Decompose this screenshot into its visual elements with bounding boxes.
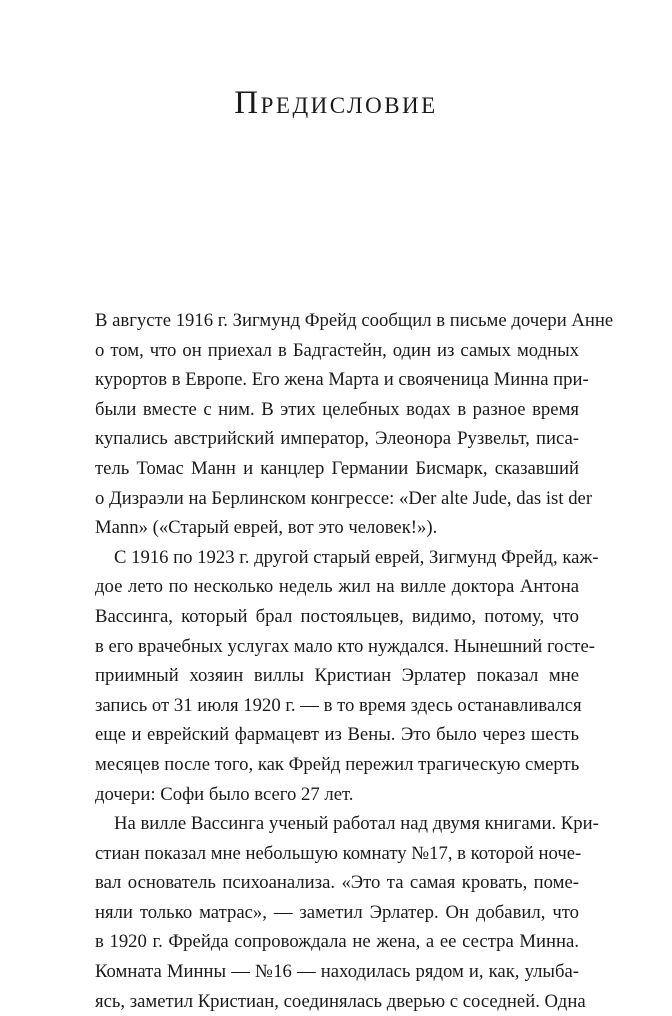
text-line: месяцев после того, как Фрейд пережил трагическую смерть bbox=[95, 753, 580, 775]
text-line: в его врачебных услугах мало кто нуждался. Нынешний госте- bbox=[95, 635, 595, 657]
chapter-title: Предисловие bbox=[234, 85, 438, 121]
text-line: дое лето по несколько недель жил на вилле доктора Антона bbox=[95, 576, 579, 598]
text-line: няли только матрас», — заметил Эрлатер. Он добавил, что bbox=[95, 901, 579, 923]
text-line: приимный хозяин виллы Кристиан Эрлатер показал мне bbox=[95, 665, 579, 687]
text-line: о Дизраэли на Берлинском конгрессе: «Der alte Jude, das ist der bbox=[95, 487, 593, 509]
text-line: Вассинга, который брал постояльцев, видимо, потому, что bbox=[95, 605, 579, 627]
text-line: С 1916 по 1923 г. другой старый еврей, Зигмунд Фрейд, каж- bbox=[114, 546, 599, 568]
text-line: В августе 1916 г. Зигмунд Фрейд сообщил в письме дочери Анне bbox=[95, 310, 614, 331]
text-line: Комната Минны — №16 — находилась рядом и, как, улыба- bbox=[95, 961, 579, 983]
text-line: Mann» («Старый еврей, вот это человек!»). bbox=[95, 517, 438, 539]
text-line: еще и еврейский фармацевт из Вены. Это было через шесть bbox=[95, 724, 579, 746]
text-line: запись от 31 июля 1920 г. — в то время здесь останавливался bbox=[95, 694, 582, 716]
text-line: в 1920 г. Фрейда сопровождала не жена, а ее сестра Минна. bbox=[95, 931, 579, 953]
text-line: ясь, заметил Кристиан, соединялась дверью с соседней. Одна bbox=[95, 990, 586, 1012]
text-line: дочери: Софи было всего 27 лет. bbox=[95, 783, 354, 805]
text-line: вал основатель психоанализа. «Это та самая кровать, поме- bbox=[95, 872, 579, 894]
text-line: были вместе с ним. В этих целебных водах в разное время bbox=[95, 398, 579, 420]
text-line: купались австрийский император, Элеонора Рузвельт, писа- bbox=[95, 428, 579, 450]
text-line: На вилле Вассинга ученый работал над двумя книгами. Кри- bbox=[114, 813, 599, 835]
text-line: тель Томас Манн и канцлер Германии Бисмарк, сказавший bbox=[95, 457, 579, 479]
text-line: о том, что он приехал в Бадгастейн, один из самых модных bbox=[95, 339, 579, 361]
text-line: стиан показал мне небольшую комнату №17, в которой ноче- bbox=[95, 842, 582, 864]
text-line: курортов в Европе. Его жена Марта и свояченица Минна при- bbox=[95, 369, 589, 391]
body-text bbox=[95, 306, 614, 1016]
